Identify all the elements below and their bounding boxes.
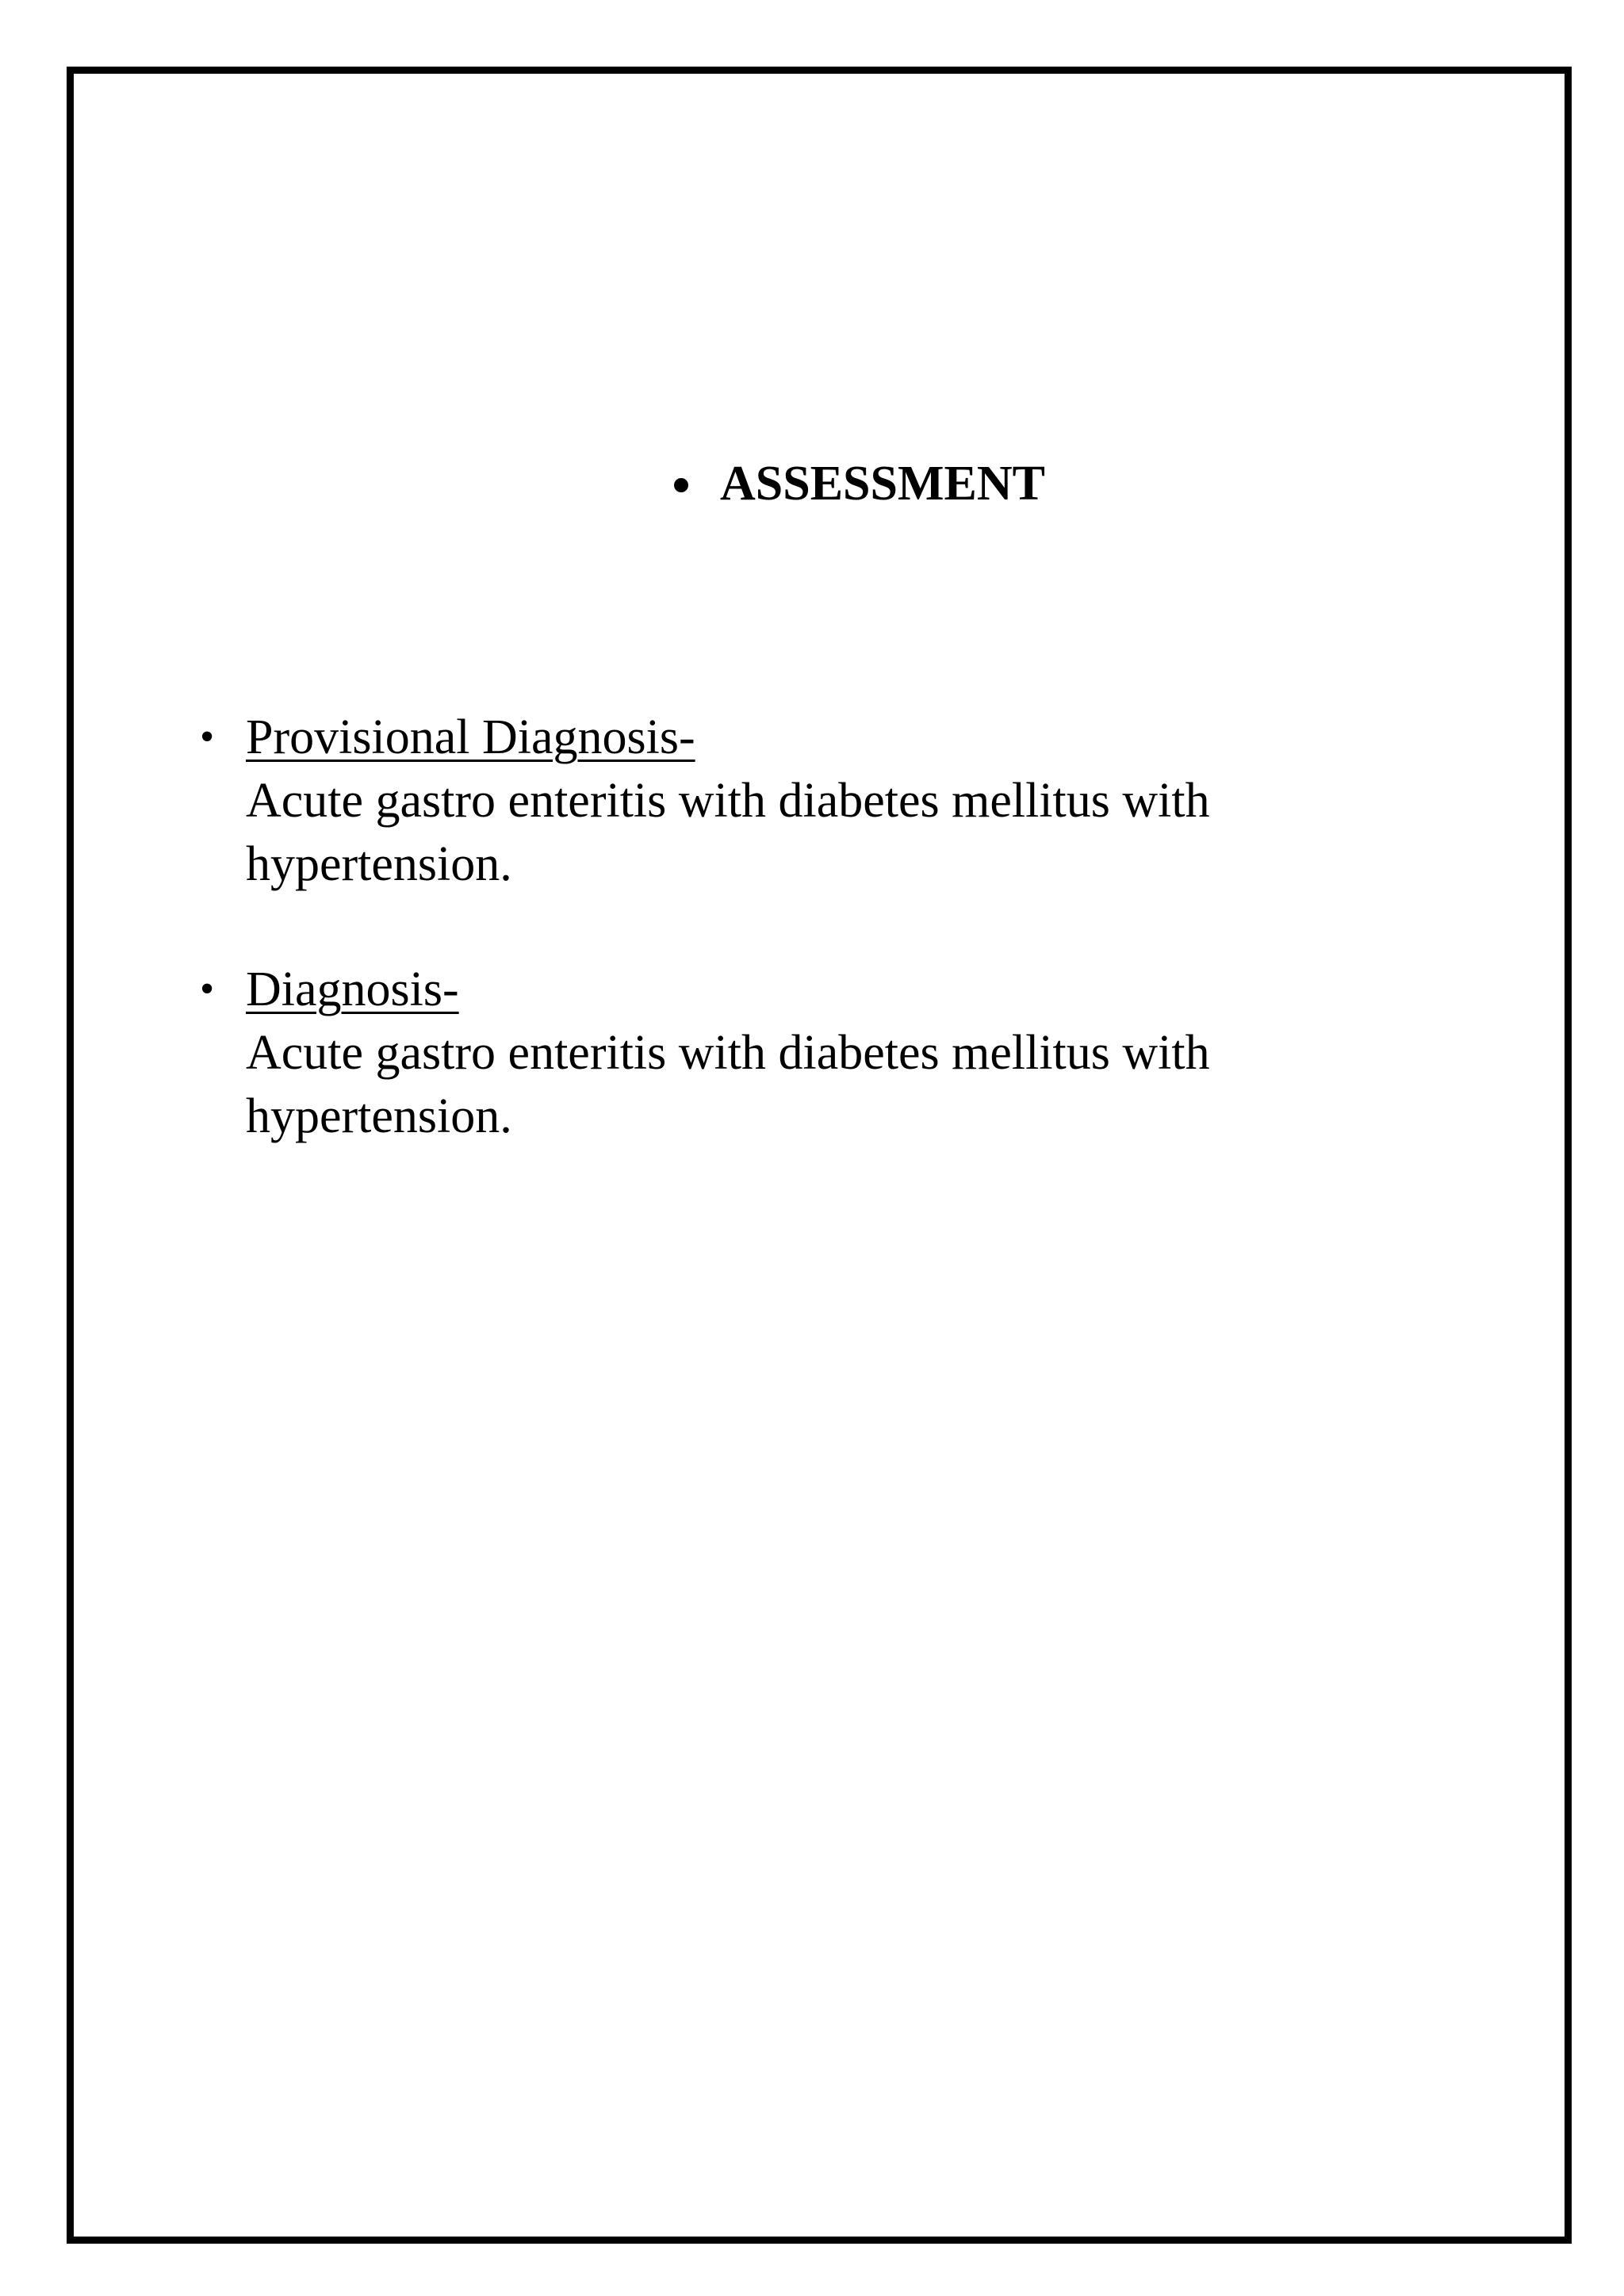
- provisional-diagnosis-text: Acute gastro enteritis with diabetes mellitus with hypertension.: [246, 774, 1210, 891]
- bullet-icon: •: [200, 966, 215, 1012]
- diagnosis-section: [200, 958, 1372, 1148]
- diagnosis-title: Diagnosis-: [246, 962, 459, 1016]
- provisional-diagnosis-title: Provisional Diagnosis-: [246, 710, 695, 764]
- bullet-icon: •: [200, 714, 215, 760]
- heading-wrapper: [674, 450, 1045, 517]
- heading-text: ASSESSMENT: [719, 457, 1046, 511]
- diagnosis-text: Acute gastro enteritis with diabetes mellitus with hypertension.: [246, 1026, 1210, 1143]
- page-heading: [0, 450, 1624, 517]
- bullet-icon: [674, 478, 688, 492]
- provisional-diagnosis-section: [200, 706, 1372, 896]
- page-border: [67, 67, 1572, 2244]
